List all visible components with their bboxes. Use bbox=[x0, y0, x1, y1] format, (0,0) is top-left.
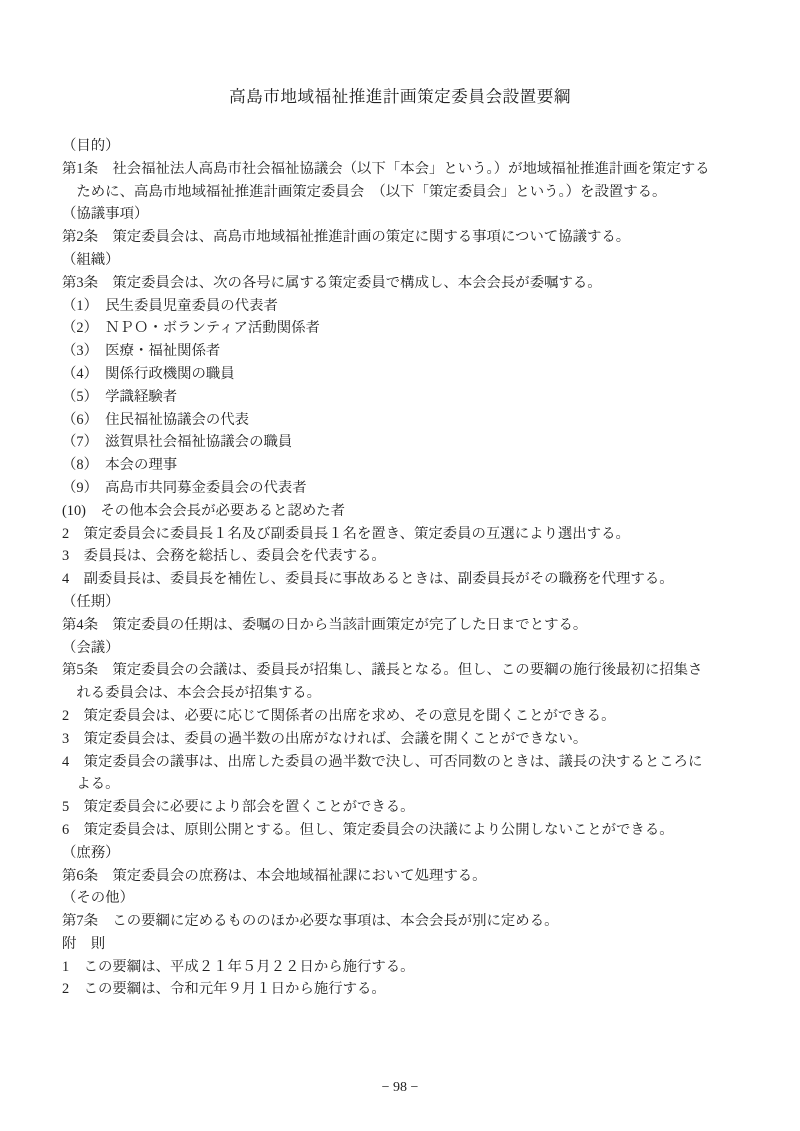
document-line: 第4条 策定委員の任期は、委嘱の日から当該計画策定が完了した日までとする。 bbox=[62, 616, 588, 633]
document-line: （4） 関係行政機関の職員 bbox=[62, 365, 235, 382]
document-body bbox=[62, 135, 712, 1001]
document-line: 3 委員長は、会務を総括し、委員会を代表する。 bbox=[62, 548, 386, 565]
document-line: 附 則 bbox=[62, 935, 106, 952]
document-line: 3 策定委員会は、委員の過半数の出席がなければ、会議を開くことができない。 bbox=[62, 730, 588, 747]
document-line: 第2条 策定委員会は、高島市地域福祉推進計画の策定に関する事項について協議する。 bbox=[62, 229, 631, 246]
document-line: （3） 医療・福祉関係者 bbox=[62, 343, 221, 360]
document-line: 6 策定委員会は、原則公開とする。但し、策定委員会の決議により公開しないことができる。 bbox=[62, 821, 674, 838]
document-line: 第5条 策定委員会の会議は、委員長が招集し、議長となる。但し、この要綱の施行後最初に招集される委員会は、本会会長が招集する。 bbox=[62, 662, 703, 702]
document-line: 第1条 社会福祉法人高島市社会福祉協議会（以下「本会」という。）が地域福祉推進計画を策定するために、高島市地域福祉推進計画策定委員会 （以下「策定委員会」という。）を設置する。 bbox=[62, 160, 710, 200]
document-line: （1） 民生委員児童委員の代表者 bbox=[62, 297, 278, 314]
document-line: 5 策定委員会に必要により部会を置くことができる。 bbox=[62, 799, 415, 816]
document-line: （6） 住民福祉協議会の代表 bbox=[62, 411, 250, 428]
document-line: 2 策定委員会は、必要に応じて関係者の出席を求め、その意見を聞くことができる。 bbox=[62, 707, 616, 724]
document-line: 第7条 この要綱に定めるもののほか必要な事項は、本会会長が別に定める。 bbox=[62, 913, 559, 930]
document-line: （組織） bbox=[62, 251, 120, 268]
document-line: （任期） bbox=[62, 593, 120, 610]
document-line: （9） 高島市共同募金委員会の代表者 bbox=[62, 479, 307, 496]
document-title: 高島市地域福祉推進計画策定委員会設置要綱 bbox=[229, 87, 571, 106]
document-line: （会議） bbox=[62, 639, 120, 656]
document-line: 第6条 策定委員会の庶務は、本会地域福祉課において処理する。 bbox=[62, 867, 487, 884]
document-line: 2 策定委員会に委員長１名及び副委員長１名を置き、策定委員の互選により選出する。 bbox=[62, 525, 630, 542]
page-number: − 98 − bbox=[381, 1080, 419, 1095]
document-line: 1 この要綱は、平成２１年５月２２日から施行する。 bbox=[62, 958, 415, 975]
document-line: 2 この要綱は、令和元年９月１日から施行する。 bbox=[62, 981, 386, 998]
document-line: （目的） bbox=[62, 138, 120, 154]
document-line: （その他） bbox=[62, 890, 134, 907]
document-line: （8） 本会の理事 bbox=[62, 457, 178, 474]
document-line: （協議事項） bbox=[62, 206, 149, 223]
document-line: (10) その他本会会長が必要あると認めた者 bbox=[62, 502, 346, 519]
document-line: 4 副委員長は、委員長を補佐し、委員長に事故あるときは、副委員長がその職務を代理する。 bbox=[62, 571, 674, 588]
document-line: （庶務） bbox=[62, 844, 120, 861]
document-line: （2） ＮＰＯ・ボランティア活動関係者 bbox=[62, 320, 320, 337]
document-line: （7） 滋賀県社会福祉協議会の職員 bbox=[62, 434, 293, 451]
document-line: （5） 学識経験者 bbox=[62, 388, 178, 405]
document-line: 4 策定委員会の議事は、出席した委員の過半数で決し、可否同数のときは、議長の決するところによる。 bbox=[62, 753, 703, 793]
document-line: 第3条 策定委員会は、次の各号に属する策定委員で構成し、本会会長が委嘱する。 bbox=[62, 274, 602, 291]
